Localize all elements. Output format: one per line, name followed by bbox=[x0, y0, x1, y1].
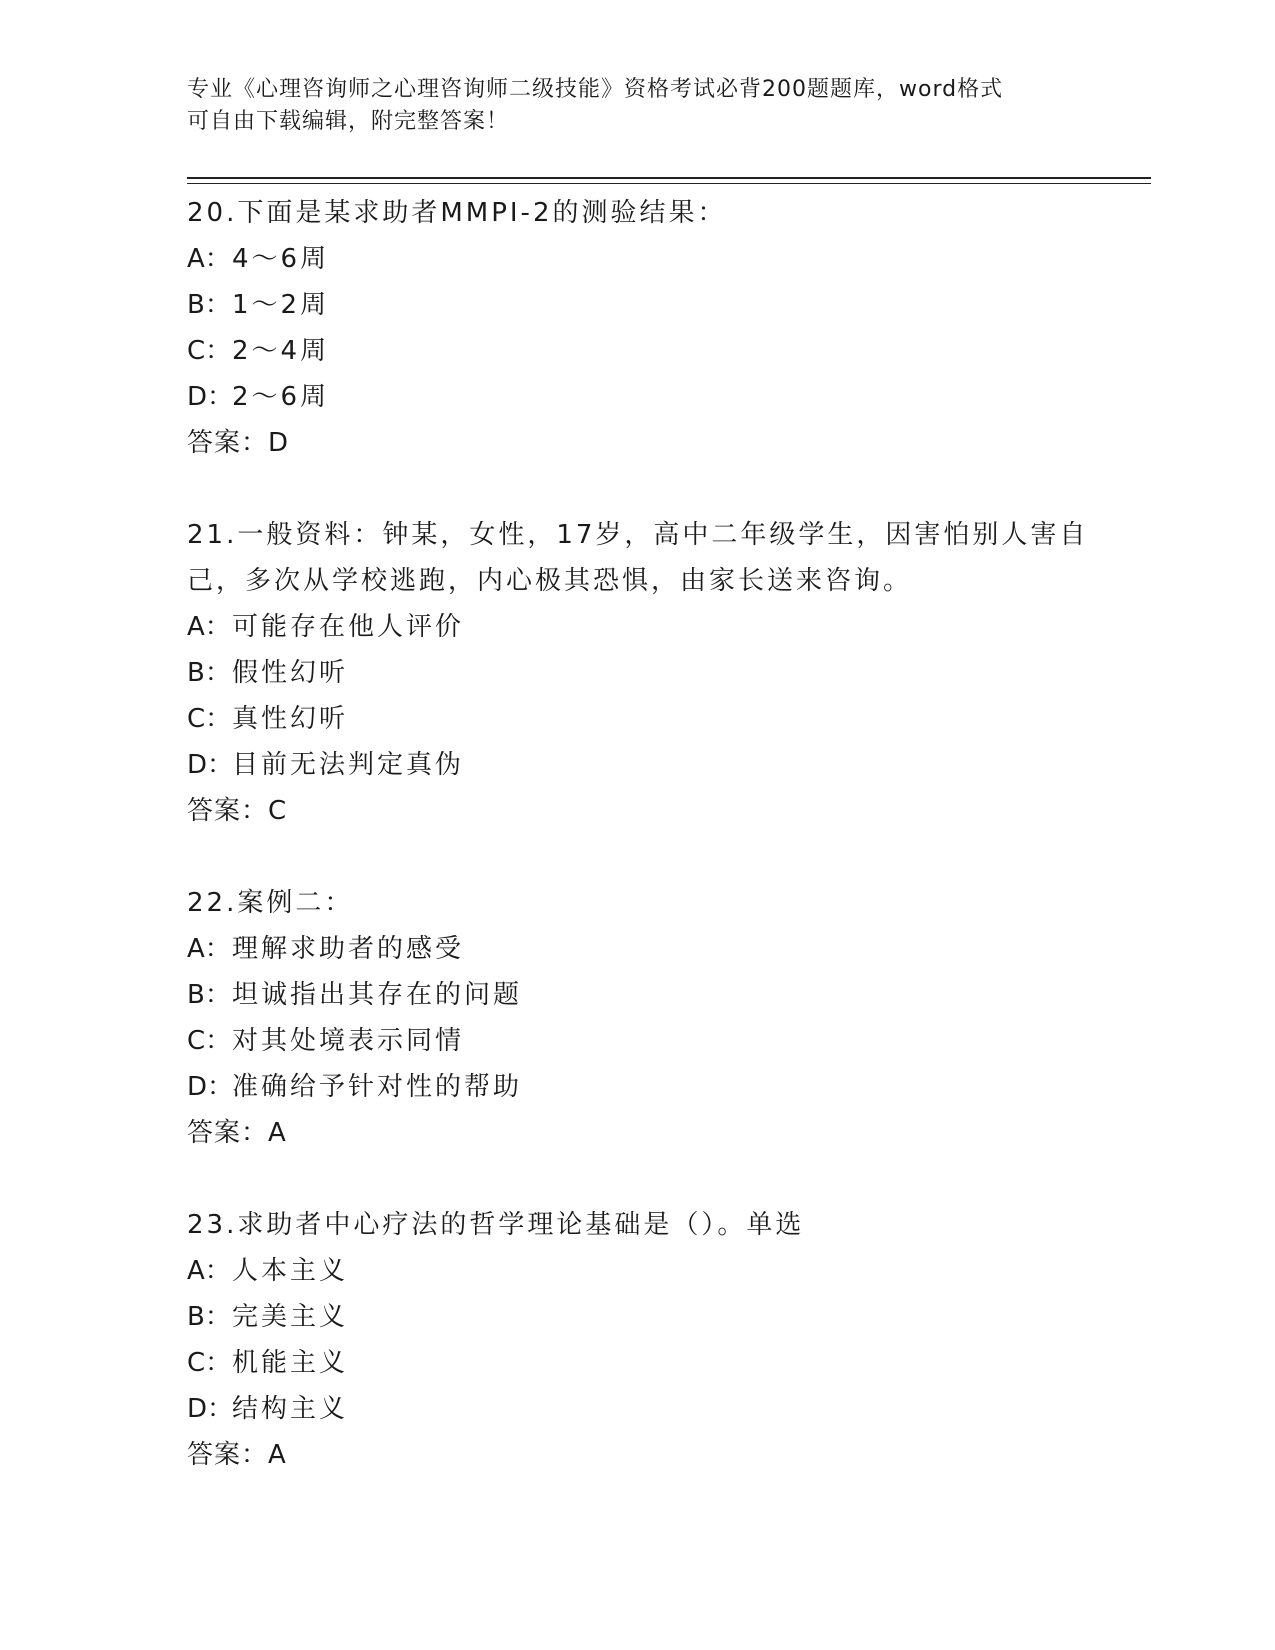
option-d bbox=[187, 374, 1137, 420]
question-list bbox=[187, 190, 1137, 1524]
option-text: 真性幻听 bbox=[232, 704, 349, 734]
header-divider-thin bbox=[187, 183, 1151, 184]
option-letter: B： bbox=[187, 658, 231, 688]
answer-label: 答案： bbox=[187, 428, 269, 458]
option-letter: C： bbox=[187, 1026, 232, 1056]
answer-line bbox=[187, 1432, 1137, 1478]
answer-line bbox=[187, 788, 1137, 834]
option-letter: D： bbox=[187, 1072, 234, 1102]
answer-line bbox=[187, 1110, 1137, 1156]
option-text: 2～6周 bbox=[232, 382, 330, 412]
option-letter: A： bbox=[187, 1256, 231, 1286]
question-23 bbox=[187, 1202, 1137, 1478]
option-text: 准确给予针对性的帮助 bbox=[232, 1072, 523, 1102]
option-text: 可能存在他人评价 bbox=[232, 612, 465, 642]
option-c bbox=[187, 1018, 1137, 1064]
option-d bbox=[187, 742, 1137, 788]
option-a bbox=[187, 1248, 1137, 1294]
option-letter: A： bbox=[187, 934, 231, 964]
option-letter: A： bbox=[187, 612, 231, 642]
header-divider-thick bbox=[187, 177, 1151, 179]
question-stem: 23.求助者中心疗法的哲学理论基础是（）。单选 bbox=[187, 1210, 805, 1240]
option-text: 坦诚指出其存在的问题 bbox=[232, 980, 523, 1010]
option-text: 2～4周 bbox=[232, 336, 330, 366]
header-line-2: 可自由下载编辑，附完整答案！ bbox=[187, 109, 510, 134]
option-a bbox=[187, 926, 1137, 972]
option-letter: D： bbox=[187, 750, 234, 780]
option-d bbox=[187, 1064, 1137, 1110]
option-c bbox=[187, 696, 1137, 742]
answer-label: 答案： bbox=[187, 796, 269, 826]
option-letter: D： bbox=[187, 1394, 234, 1424]
answer-value: A bbox=[268, 1440, 287, 1470]
document-header bbox=[187, 74, 1067, 138]
option-d bbox=[187, 1386, 1137, 1432]
option-c bbox=[187, 328, 1137, 374]
answer-value: C bbox=[268, 796, 288, 826]
option-b bbox=[187, 282, 1137, 328]
question-22 bbox=[187, 880, 1137, 1156]
option-letter: B： bbox=[187, 980, 231, 1010]
option-text: 人本主义 bbox=[232, 1256, 349, 1286]
option-text: 结构主义 bbox=[232, 1394, 349, 1424]
option-b bbox=[187, 972, 1137, 1018]
option-a bbox=[187, 604, 1137, 650]
option-b bbox=[187, 1294, 1137, 1340]
answer-label: 答案： bbox=[187, 1118, 269, 1148]
option-text: 1～2周 bbox=[232, 290, 330, 320]
question-stem: 21.一般资料：钟某，女性，17岁，高中二年级学生，因害怕别人害自己，多次从学校逃跑，内心极其恐惧，由家长送来咨询。 bbox=[187, 520, 1089, 596]
question-20 bbox=[187, 190, 1137, 466]
option-b bbox=[187, 650, 1137, 696]
option-text: 完美主义 bbox=[232, 1302, 349, 1332]
option-text: 4～6周 bbox=[232, 244, 330, 274]
option-a bbox=[187, 236, 1137, 282]
option-text: 机能主义 bbox=[232, 1348, 349, 1378]
option-letter: B： bbox=[187, 290, 231, 320]
header-line-1: 专业《心理咨询师之心理咨询师二级技能》资格考试必背200题题库，word格式 bbox=[187, 77, 1004, 102]
option-c bbox=[187, 1340, 1137, 1386]
question-stem: 22.案例二： bbox=[187, 888, 354, 918]
option-text: 目前无法判定真伪 bbox=[232, 750, 465, 780]
option-letter: D： bbox=[187, 382, 234, 412]
answer-line bbox=[187, 420, 1137, 466]
option-text: 对其处境表示同情 bbox=[232, 1026, 465, 1056]
answer-value: D bbox=[268, 428, 290, 458]
answer-label: 答案： bbox=[187, 1440, 269, 1470]
question-21 bbox=[187, 512, 1137, 834]
question-stem: 20.下面是某求助者MMPI-2的测验结果： bbox=[187, 198, 727, 228]
option-text: 理解求助者的感受 bbox=[232, 934, 465, 964]
option-letter: B： bbox=[187, 1302, 231, 1332]
option-letter: C： bbox=[187, 336, 232, 366]
option-letter: A： bbox=[187, 244, 231, 274]
option-letter: C： bbox=[187, 704, 232, 734]
answer-value: A bbox=[268, 1118, 287, 1148]
option-letter: C： bbox=[187, 1348, 232, 1378]
option-text: 假性幻听 bbox=[232, 658, 349, 688]
